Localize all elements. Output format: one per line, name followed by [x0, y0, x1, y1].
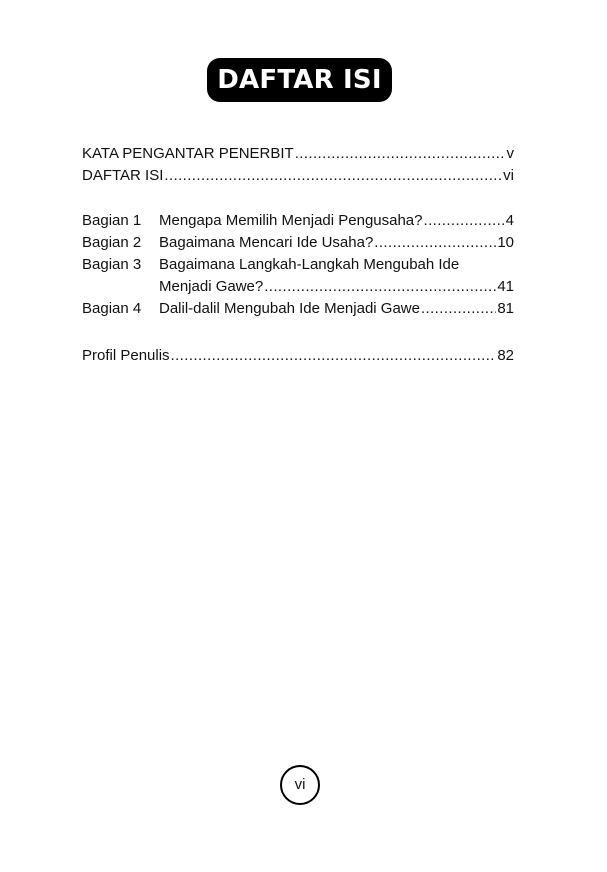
toc-back-matter [82, 345, 514, 367]
toc-leader-dots [424, 210, 505, 232]
page-number: vi [294, 776, 306, 793]
page-title: DAFTAR ISI [207, 58, 391, 102]
toc-entry-kata-pengantar[interactable] [82, 143, 514, 165]
toc-chapters [82, 210, 514, 320]
toc-entry-page: vi [503, 167, 514, 184]
toc-entry-page: v [506, 145, 514, 162]
toc-chapter-title: Mengapa Memilih Menjadi Pengusaha? [159, 212, 423, 229]
toc-entry-label: KATA PENGANTAR PENERBIT [82, 145, 294, 162]
toc-entry-bagian-1[interactable] [82, 210, 514, 232]
toc-entry-label: DAFTAR ISI [82, 167, 164, 184]
toc-leader-dots [421, 298, 496, 320]
toc-leader-dots [171, 345, 497, 367]
toc-front-matter [82, 143, 514, 187]
toc-entry-page: 41 [497, 278, 514, 295]
toc-chapter-title: Menjadi Gawe? [159, 278, 264, 295]
toc-entry-profil-penulis[interactable] [82, 345, 514, 367]
toc-entry-bagian-3[interactable] [82, 254, 514, 276]
toc-leader-dots [164, 165, 502, 187]
toc-entry-label: Profil Penulis [82, 347, 170, 364]
toc-entry-page: 10 [497, 234, 514, 251]
toc-leader-dots [295, 143, 506, 165]
toc-leader-dots [374, 232, 496, 254]
toc-leader-dots [264, 276, 496, 298]
title-container [0, 58, 599, 102]
toc-part-label: Bagian 3 [82, 256, 142, 273]
toc-chapter-title: Bagaimana Mencari Ide Usaha? [159, 234, 374, 251]
toc-chapter-title: Bagaimana Langkah-Langkah Mengubah Ide [159, 256, 460, 273]
toc-entry-bagian-3-continued[interactable] [82, 276, 514, 298]
toc-entry-bagian-2[interactable] [82, 232, 514, 254]
toc-part-label: Bagian 1 [82, 212, 142, 229]
toc-entry-page: 81 [497, 300, 514, 317]
toc-entry-page: 82 [497, 347, 514, 364]
toc-entry-daftar-isi[interactable] [82, 165, 514, 187]
toc-entry-page: 4 [505, 212, 514, 229]
toc-part-label: Bagian 4 [82, 300, 142, 317]
toc-part-label: Bagian 2 [82, 234, 142, 251]
toc-entry-bagian-4[interactable] [82, 298, 514, 320]
toc-chapter-title: Dalil-dalil Mengubah Ide Menjadi Gawe [159, 300, 420, 317]
page-number-badge [280, 765, 320, 805]
